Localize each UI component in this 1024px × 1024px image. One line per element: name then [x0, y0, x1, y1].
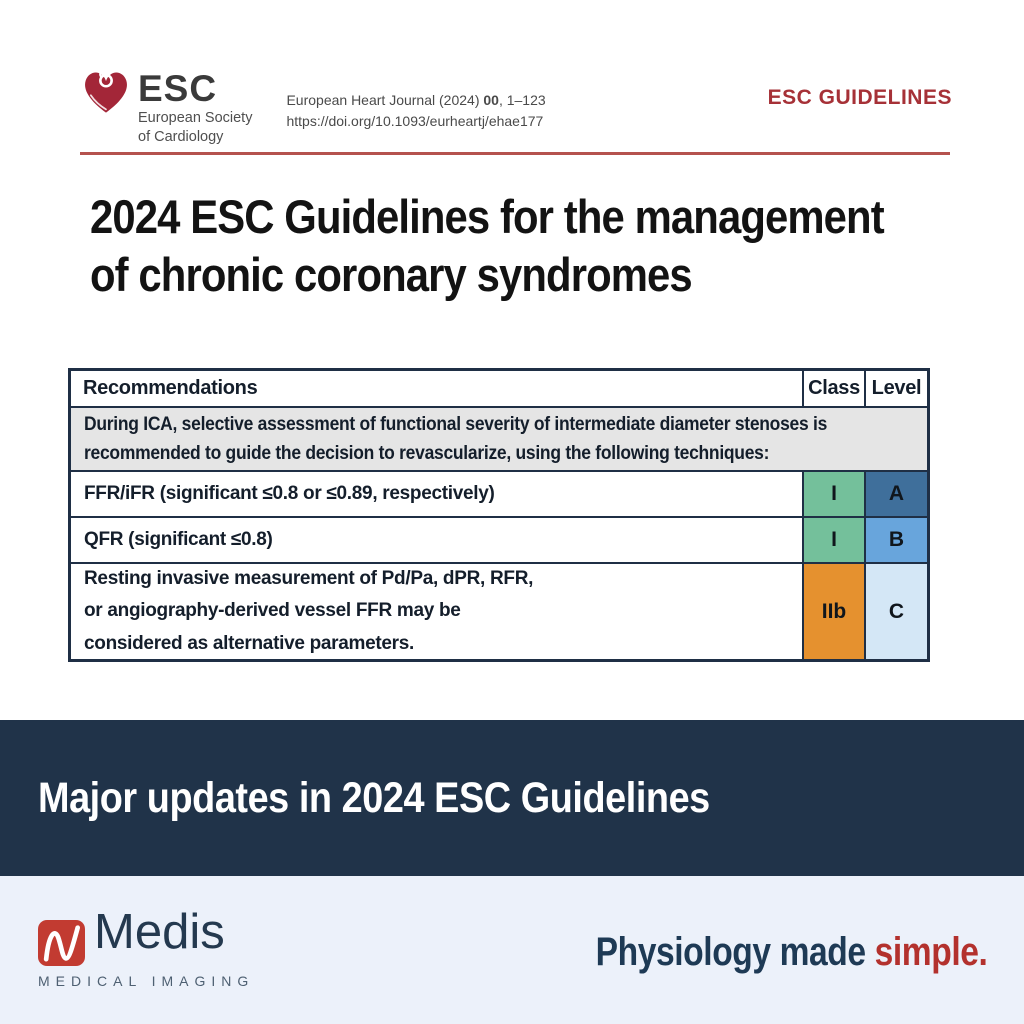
resting-indices-text — [84, 563, 533, 660]
journal-header — [80, 62, 952, 145]
esc-society-line2: of Cardiology — [138, 129, 224, 146]
row3-line3: considered as alternative parameters. — [84, 632, 415, 654]
class-cell-row2: I — [802, 516, 864, 562]
journal-pages: , 1–123 — [498, 92, 546, 108]
intro-line1: During ICA, selective assessment of functional severity of intermediate diameter stenoses is — [84, 413, 828, 435]
column-header-level: Level — [864, 371, 927, 406]
intro-line2: recommended to guide the decision to revascularize, using the following techniques: — [84, 443, 770, 464]
header-divider — [80, 152, 950, 155]
page-title — [90, 188, 884, 305]
table-row-qfr: QFR (significant ≤0.8) — [71, 516, 802, 562]
updates-banner — [0, 720, 1024, 876]
medis-logo-row — [38, 905, 254, 966]
level-cell-row1: A — [864, 470, 927, 516]
tagline-accent: simple. — [874, 930, 987, 974]
journal-title: European Heart Journal (2024) — [286, 92, 484, 108]
journal-doi: https://doi.org/10.1093/eurheartj/ehae177 — [286, 113, 544, 129]
updates-banner-title: Major updates in 2024 ESC Guidelines — [38, 773, 710, 822]
tagline-main: Physiology made — [595, 930, 875, 974]
esc-logo-text — [138, 62, 252, 145]
medis-logo — [38, 905, 255, 989]
esc-society-line1: European Society — [138, 110, 253, 126]
recommendations-table — [68, 368, 930, 662]
journal-citation — [286, 90, 545, 132]
table-row-ffr-ifr: FFR/iFR (significant ≤0.8 or ≤0.89, respectively) — [71, 470, 802, 516]
tagline — [595, 930, 987, 975]
column-header-class: Class — [802, 371, 864, 406]
medis-name: Medis — [94, 905, 225, 959]
esc-acronym: ESC — [138, 68, 218, 109]
journal-volume: 00 — [483, 92, 499, 108]
row3-line1: Resting invasive measurement of Pd/Pa, dPR, RFR, — [84, 567, 534, 589]
class-cell-row1: I — [802, 470, 864, 516]
table-row-resting-indices — [71, 562, 802, 659]
esc-heart-icon — [80, 66, 132, 118]
class-cell-row3: IIb — [802, 562, 864, 659]
level-cell-row3: C — [864, 562, 927, 659]
esc-guidelines-badge: ESC GUIDELINES — [767, 86, 952, 109]
title-line1: 2024 ESC Guidelines for the management — [90, 190, 884, 243]
medis-subtitle: MEDICAL IMAGING — [38, 973, 255, 989]
level-cell-row2: B — [864, 516, 927, 562]
column-header-recommendations: Recommendations — [83, 377, 258, 399]
table-intro-text — [84, 410, 827, 469]
table-intro-row — [71, 406, 927, 470]
row3-line2: or angiography-derived vessel FFR may be — [84, 600, 461, 622]
footer — [0, 876, 1024, 1024]
journal-line1 — [286, 90, 545, 111]
medis-wave-icon — [38, 920, 85, 966]
title-line2: of chronic coronary syndromes — [90, 248, 692, 302]
